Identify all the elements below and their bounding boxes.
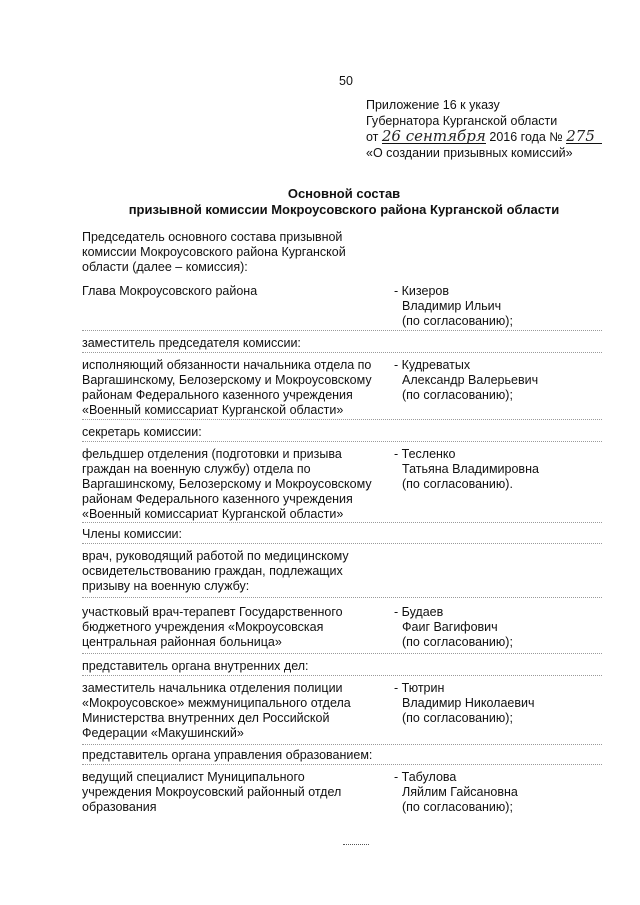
secretary-header: секретарь комиссии: [82,425,202,439]
doctor-header [82,549,387,594]
divider [82,522,602,524]
person-note: (по согласованию). [402,477,513,491]
members-header: Члены комиссии: [82,527,183,541]
text-line: призыву на военную службу: [82,579,250,593]
page-footer-mark [343,844,369,845]
document-title [0,186,640,218]
person-note: (по согласованию); [402,314,513,328]
person-surname: - Кизеров [394,284,449,298]
text-line: «Мокроусовское» межмуниципального отдела [82,696,351,710]
divider [82,675,602,677]
appendix-line: Приложение 16 к указу [366,98,500,112]
appendix-block [366,97,602,161]
person-note: (по согласованию); [402,800,513,814]
secretary-person [394,447,594,492]
deputy-person [394,358,594,403]
deputy-header: заместитель председателя комиссии: [82,336,301,350]
text-line: исполняющий обязанности начальника отдела по [82,358,372,372]
education-header: представитель органа управления образованием: [82,748,373,762]
text-line: районам Федерального казенного учреждения [82,388,353,402]
divider [82,419,602,421]
divider [82,441,602,443]
person-name: Владимир Николаевич [402,696,535,710]
text-line: ведущий специалист Муниципального [82,770,305,784]
doctor-person [394,605,594,650]
text-line: Варгашинскому, Белозерскому и Мокроусовскому [82,477,372,491]
police-position [82,681,387,741]
text-line: освидетельствованию граждан, подлежащих [82,564,343,578]
text-line: врач, руководящий работой по медицинскому [82,549,349,563]
person-name: Татьяна Владимировна [402,462,539,476]
person-surname: - Будаев [394,605,444,619]
text-line: области (далее – комиссия): [82,260,248,274]
police-header: представитель органа внутренних дел: [82,659,309,673]
appendix-line: «О создании призывных комиссий» [366,146,573,160]
text-line: центральная районная больница» [82,635,282,649]
text-line: районам Федерального казенного учреждения [82,492,353,506]
person-surname: - Кудреватых [394,358,471,372]
text-line: Федерации «Макушинский» [82,726,244,740]
person-name: Ляйлим Гайсановна [402,785,518,799]
text-line: «Военный комиссариат Курганской области» [82,507,344,521]
text-line: учреждения Мокроусовский районный отдел [82,785,342,799]
appendix-from-label: от [366,130,379,144]
person-note: (по согласованию); [402,635,513,649]
education-person [394,770,594,815]
text-line: Министерства внутренних дел Российской [82,711,330,725]
divider [82,764,602,766]
chairman-position [82,284,387,299]
deputy-position [82,358,387,418]
text-line: образования [82,800,157,814]
text-line: заместитель начальника отделения полиции [82,681,343,695]
divider [82,653,602,655]
chairman-header [82,230,387,275]
text-line: граждан на военную службу) отдела по [82,462,311,476]
divider [82,330,602,332]
text-line: Глава Мокроусовского района [82,284,258,298]
text-line: Председатель основного состава призывной [82,230,343,244]
appendix-line: Губернатора Курганской области [366,114,558,128]
divider [82,543,602,545]
appendix-date-handwritten: 26 сентября [381,127,486,145]
text-line: участковый врач-терапевт Государственного [82,605,343,619]
text-line: бюджетного учреждения «Мокроусовская [82,620,324,634]
person-name: Фаиг Вагифович [402,620,498,634]
chairman-person [394,284,594,329]
education-position [82,770,387,815]
page-number: 50 [339,74,353,88]
divider [82,352,602,354]
divider [82,597,602,599]
divider [82,744,602,746]
person-note: (по согласованию); [402,711,513,725]
doctor-position [82,605,387,650]
title-line: призывной комиссии Мокроусовского района Курганской области [128,202,560,217]
police-person [394,681,594,726]
appendix-year-text: 2016 года № [489,130,563,144]
secretary-position [82,447,387,522]
appendix-date-line [366,129,602,145]
person-name: Александр Валерьевич [402,373,539,387]
text-line: Варгашинскому, Белозерскому и Мокроусовскому [82,373,372,387]
text-line: фельдшер отделения (подготовки и призыва [82,447,342,461]
person-note: (по согласованию); [402,388,513,402]
text-line: комиссии Мокроусовского района Курганской [82,245,346,259]
person-surname: - Табулова [394,770,457,784]
person-surname: - Тютрин [394,681,445,695]
appendix-number-handwritten: 275 [566,129,602,144]
text-line: «Военный комиссариат Курганской области» [82,403,344,417]
person-name: Владимир Ильич [402,299,502,313]
person-surname: - Тесленко [394,447,456,461]
title-line: Основной состав [287,186,401,201]
